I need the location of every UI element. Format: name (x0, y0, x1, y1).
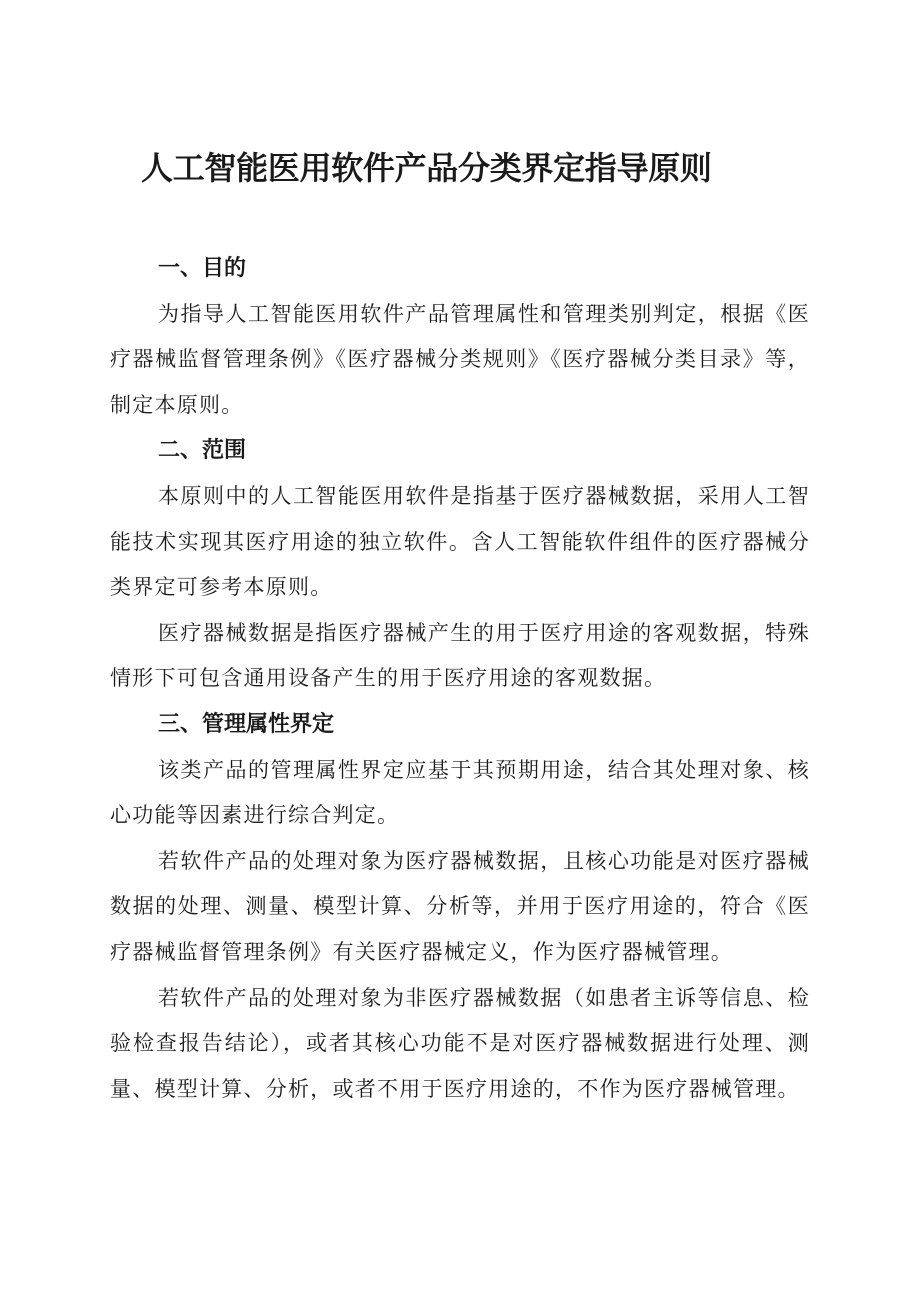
section-purpose (110, 246, 810, 428)
section-heading: 三、管理属性界定 (158, 711, 335, 737)
paragraph: 若软件产品的处理对象为医疗器械数据，且核心功能是对医疗器械数据的处理、测量、模型计算、分析等，并用于医疗用途的，符合《医疗器械监督管理条例》有关医疗器械定义，作为医疗器械管理。 (110, 848, 810, 964)
document-title: 人工智能医用软件产品分类界定指导原则 (141, 149, 712, 187)
section-scope (110, 428, 810, 702)
document-body (110, 246, 810, 1112)
section-management-attribute (110, 702, 810, 1112)
section-heading: 二、范围 (158, 438, 247, 464)
paragraph: 若软件产品的处理对象为非医疗器械数据（如患者主诉等信息、检验检查报告结论），或者其核心功能不是对医疗器械数据进行处理、测量、模型计算、分析，或者不用于医疗用途的，不作为医疗器械管理。 (110, 985, 810, 1101)
paragraph: 该类产品的管理属性界定应基于其预期用途，结合其处理对象、核心功能等因素进行综合判定。 (110, 757, 810, 828)
paragraph: 为指导人工智能医用软件产品管理属性和管理类别判定，根据《医疗器械监督管理条例》《医疗器械分类规则》《医疗器械分类目录》等，制定本原则。 (110, 301, 810, 417)
paragraph: 本原则中的人工智能医用软件是指基于医疗器械数据，采用人工智能技术实现其医疗用途的独立软件。含人工智能软件组件的医疗器械分类界定可参考本原则。 (110, 483, 810, 600)
section-heading: 一、目的 (158, 256, 247, 281)
paragraph: 医疗器械数据是指医疗器械产生的用于医疗用途的客观数据，特殊情形下可包含通用设备产生的用于医疗用途的客观数据。 (110, 620, 810, 691)
